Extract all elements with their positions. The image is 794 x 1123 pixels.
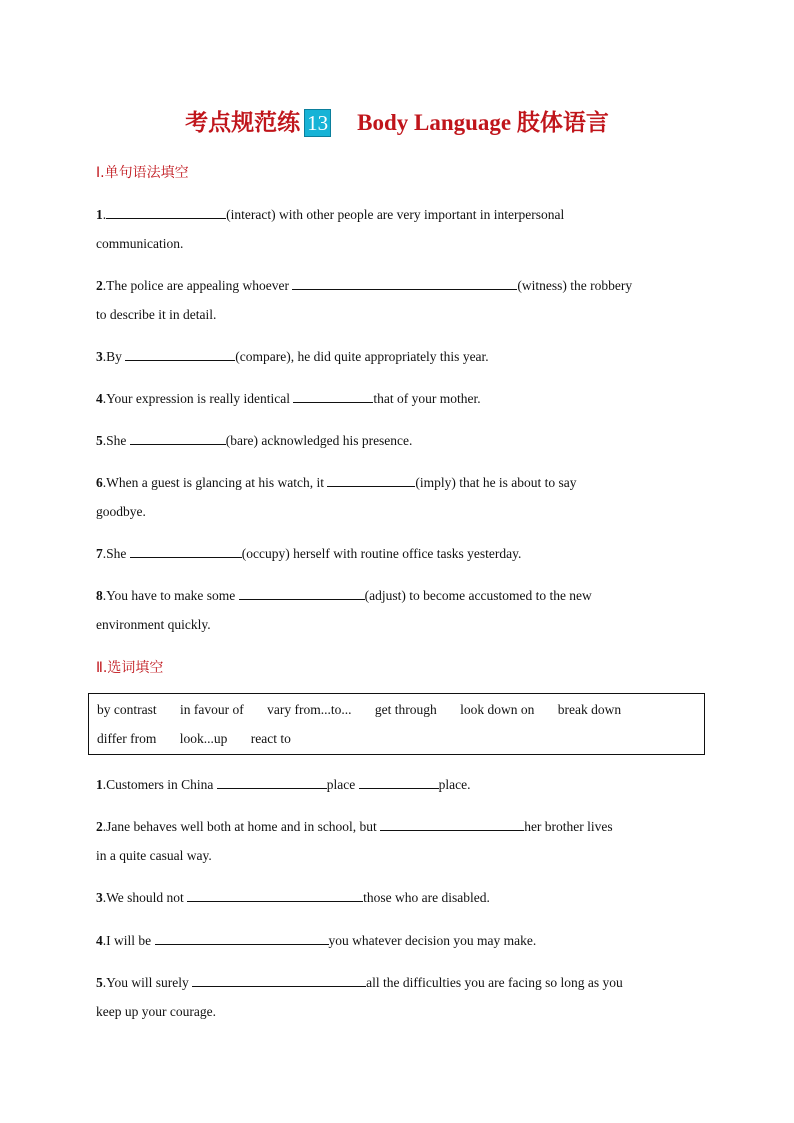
word-option: react to bbox=[250, 731, 291, 746]
answer-blank[interactable] bbox=[125, 346, 235, 361]
answer-blank[interactable] bbox=[155, 930, 329, 945]
answer-blank[interactable] bbox=[293, 388, 373, 403]
fill-question-2: 2.Jane behaves well both at home and in school, but her brother lives in a quite casual way. bbox=[96, 812, 696, 870]
word-option: vary from...to... bbox=[267, 702, 352, 717]
word-bank-row-1 bbox=[97, 702, 641, 718]
word-option: in favour of bbox=[180, 702, 244, 717]
section1-heading: Ⅰ.单句语法填空 bbox=[96, 165, 189, 181]
question-2: 2.The police are appealing whoever (witness) the robbery to describe it in detail. bbox=[96, 271, 696, 329]
word-option: by contrast bbox=[97, 702, 157, 717]
answer-blank[interactable] bbox=[292, 275, 517, 290]
answer-blank[interactable] bbox=[359, 774, 439, 789]
word-option: get through bbox=[374, 702, 437, 717]
section2-heading: Ⅱ.选词填空 bbox=[96, 660, 164, 676]
question-1: 1. (interact) with other people are very important in interpersonal communication. bbox=[96, 200, 696, 258]
answer-blank[interactable] bbox=[327, 472, 415, 487]
answer-blank[interactable] bbox=[217, 774, 327, 789]
answer-blank[interactable] bbox=[130, 430, 226, 445]
word-option: break down bbox=[557, 702, 622, 717]
question-4: 4.Your expression is really identical that of your mother. bbox=[96, 384, 696, 413]
word-option: differ from bbox=[97, 731, 157, 746]
fill-question-3: 3.We should not those who are disabled. bbox=[96, 883, 696, 912]
title-number-badge: 13 bbox=[304, 109, 331, 137]
title-prefix: 考点规范练 bbox=[185, 110, 301, 135]
word-option: look...up bbox=[179, 731, 228, 746]
answer-blank[interactable] bbox=[380, 816, 524, 831]
page-title bbox=[0, 104, 794, 139]
title-english: Body Language bbox=[357, 110, 512, 135]
answer-blank[interactable] bbox=[239, 585, 365, 600]
word-bank-row-2 bbox=[97, 731, 311, 747]
fill-question-5: 5.You will surely all the difficulties you are facing so long as you keep up your courage. bbox=[96, 968, 696, 1026]
fill-question-1: 1.Customers in China place place. bbox=[96, 770, 696, 799]
answer-blank[interactable] bbox=[192, 972, 366, 987]
question-7: 7.She (occupy) herself with routine office tasks yesterday. bbox=[96, 539, 696, 568]
question-3: 3.By (compare), he did quite appropriately this year. bbox=[96, 342, 696, 371]
title-chinese: 肢体语言 bbox=[516, 110, 609, 135]
question-6: 6.When a guest is glancing at his watch, it (imply) that he is about to say goodbye. bbox=[96, 468, 696, 526]
word-option: look down on bbox=[460, 702, 535, 717]
answer-blank[interactable] bbox=[106, 204, 226, 219]
question-5: 5.She (bare) acknowledged his presence. bbox=[96, 426, 696, 455]
answer-blank[interactable] bbox=[187, 887, 363, 902]
word-bank-box bbox=[88, 693, 705, 755]
question-8: 8.You have to make some (adjust) to become accustomed to the new environment quickly. bbox=[96, 581, 696, 639]
fill-question-4: 4.I will be you whatever decision you may make. bbox=[96, 926, 696, 955]
answer-blank[interactable] bbox=[130, 543, 242, 558]
